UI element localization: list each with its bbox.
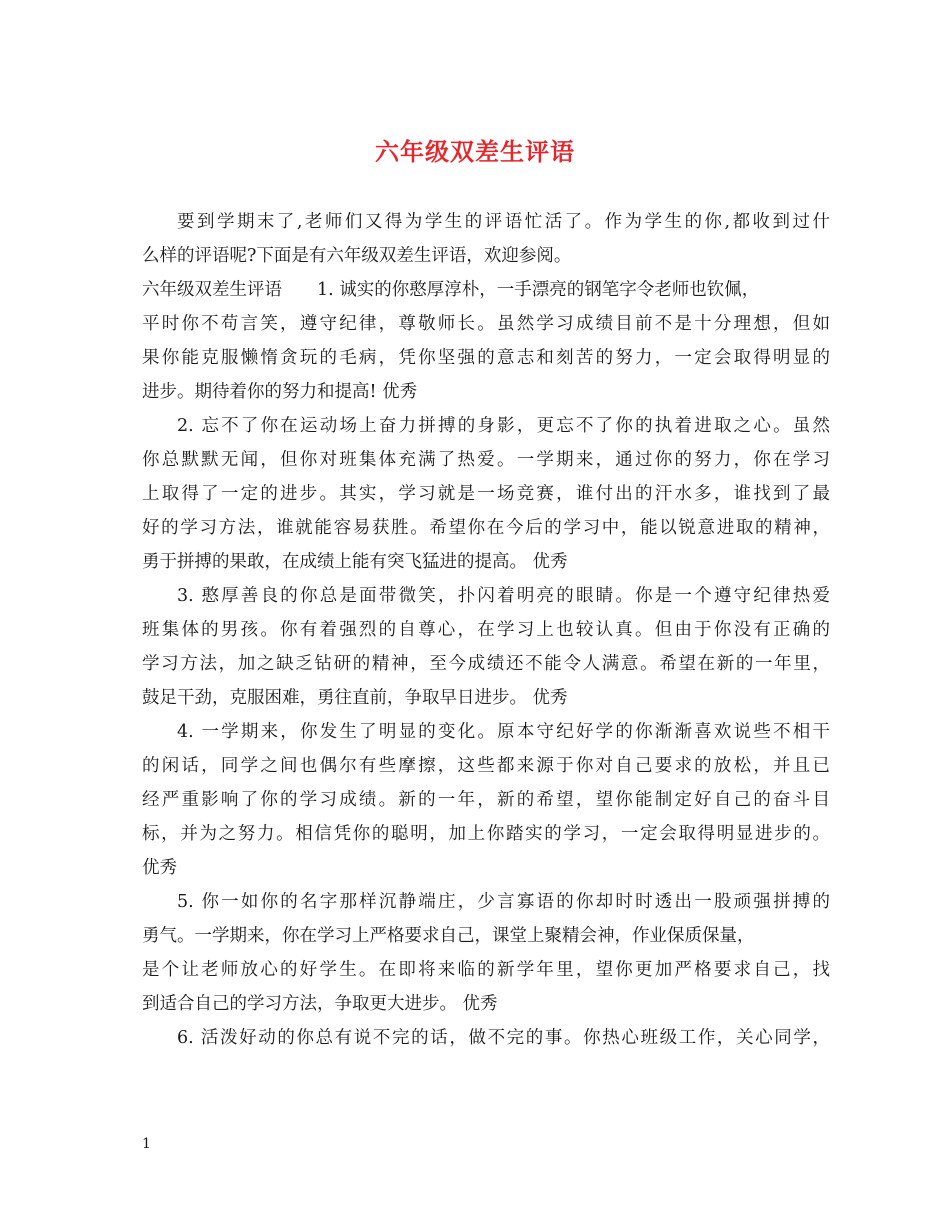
text-line: 上取得了一定的进步。其实，学习就是一场竞赛，谁付出的汗水多，谁找到了最 xyxy=(142,484,830,504)
text-line: 要到学期末了,老师们又得为学生的评语忙活了。作为学生的你,都收到过什 xyxy=(177,212,830,232)
text-line: 勇气。一学期来，你在学习上严格要求自己，课堂上聚精会神，作业保质保量， xyxy=(142,926,755,946)
text-line: 3. 憨厚善良的你总是面带微笑，扑闪着明亮的眼睛。你是一个遵守纪律热爱 xyxy=(177,586,830,606)
text-line: 么样的评语呢?下面是有六年级双差生评语，欢迎参阅。 xyxy=(142,246,572,266)
text-line: 鼓足干劲，克服困难，勇往直前，争取早日进步。 优秀 xyxy=(142,688,568,708)
text-line: 2. 忘不了你在运动场上奋力拼搏的身影，更忘不了你的执着进取之心。虽然 xyxy=(177,416,830,436)
text-line: 勇于拼搏的果敢，在成绩上能有突飞猛进的提高。 优秀 xyxy=(142,552,568,572)
document-body xyxy=(142,205,830,1055)
text-line: 优秀 xyxy=(142,858,177,878)
text-line: 到适合自己的学习方法，争取更大进步。 优秀 xyxy=(142,994,498,1014)
text-line: 平时你不苟言笑，遵守纪律，尊敬师长。虽然学习成绩目前不是十分理想，但如 xyxy=(142,314,830,334)
text-line: 的闲话，同学之间也偶尔有些摩擦，这些都来源于你对自己要求的放松，并且已 xyxy=(142,756,830,776)
text-line: 标，并为之努力。相信凭你的聪明，加上你踏实的学习，一定会取得明显进步的。 xyxy=(142,824,830,844)
text-line: 班集体的男孩。你有着强烈的自尊心，在学习上也较认真。但由于你没有正确的 xyxy=(142,620,830,640)
text-line: 六年级双差生评语 1. 诚实的你憨厚淳朴，一手漂亮的钢笔字令老师也钦佩， xyxy=(142,280,760,300)
text-line: 6. 活泼好动的你总有说不完的话，做不完的事。你热心班级工作，关心同学， xyxy=(177,1028,830,1048)
text-line: 你总默默无闻，但你对班集体充满了热爱。一学期来，通过你的努力，你在学习 xyxy=(142,450,830,470)
text-line: 5. 你一如你的名字那样沉静端庄，少言寡语的你却时时透出一股顽强拼搏的 xyxy=(177,892,830,912)
text-line: 进步。期待着你的努力和提高! 优秀 xyxy=(142,382,418,402)
text-line: 好的学习方法，谁就能容易获胜。希望你在今后的学习中，能以锐意进取的精神， xyxy=(142,518,830,538)
text-line: 是个让老师放心的好学生。在即将来临的新学年里，望你更加严格要求自己，找 xyxy=(142,960,830,980)
text-line: 4. 一学期来，你发生了明显的变化。原本守纪好学的你渐渐喜欢说些不相干 xyxy=(177,722,830,742)
text-line: 经严重影响了你的学习成绩。新的一年，新的希望，望你能制定好自己的奋斗目 xyxy=(142,790,830,810)
text-line: 学习方法，加之缺乏钻研的精神，至今成绩还不能令人满意。希望在新的一年里， xyxy=(142,654,830,674)
text-line: 果你能克服懒惰贪玩的毛病，凭你坚强的意志和刻苦的努力，一定会取得明显的 xyxy=(142,348,830,368)
page-number: 1 xyxy=(142,1136,151,1152)
document-title: 六年级双差生评语 xyxy=(375,137,575,166)
